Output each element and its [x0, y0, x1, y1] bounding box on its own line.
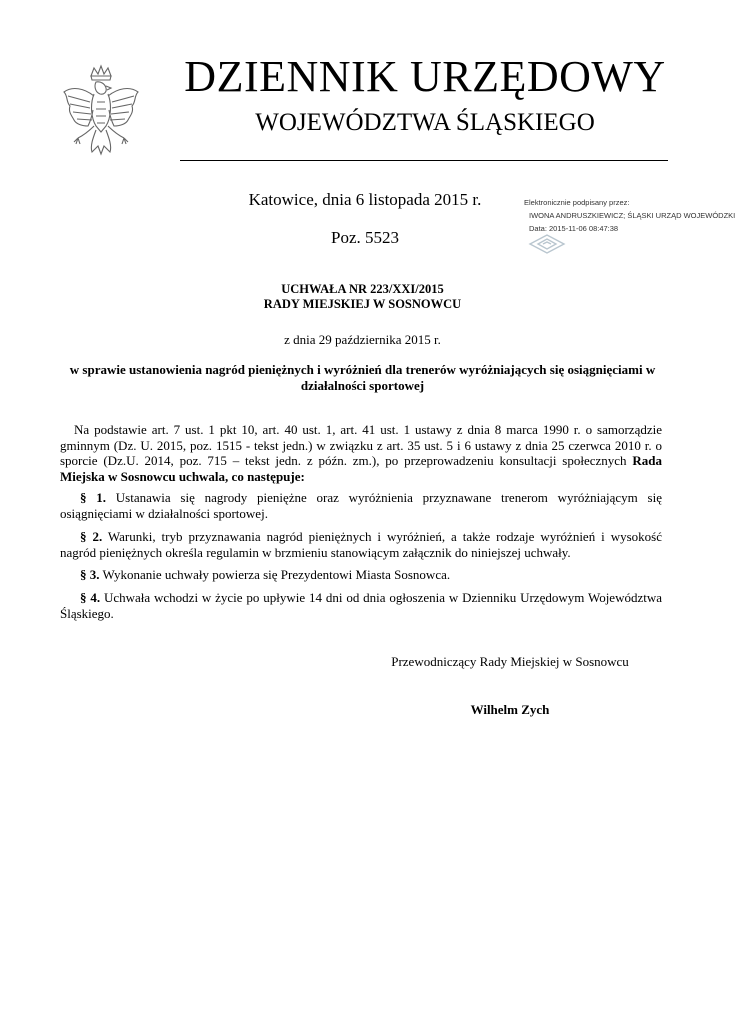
paragraph-mark: § 3. — [80, 567, 100, 582]
paragraph-text: Wykonanie uchwały powierza się Prezydentowi Miasta Sosnowca. — [99, 567, 451, 582]
paragraph-mark: § 4. — [80, 590, 101, 605]
signatory-name: Wilhelm Zych — [470, 702, 550, 717]
masthead-divider — [180, 160, 668, 161]
signature-signer: IWONA ANDRUSZKIEWICZ; ŚLĄSKI URZĄD WOJEWÓDZKI — [529, 211, 735, 220]
signature-check-icon — [528, 232, 566, 256]
paragraph-2 — [60, 529, 662, 560]
act-heading — [80, 282, 645, 312]
paragraph-4 — [60, 590, 662, 621]
legal-basis-resolution: Rada Miejska w Sosnowcu uchwala, co następuje: — [60, 453, 662, 484]
paragraph-text: Ustanawia się nagrody pieniężne oraz wyróżnienia przyznawane trenerom wyróżniającym się osiągnięciami w działalności sportowej. — [60, 490, 662, 521]
paragraph-mark: § 1. — [80, 490, 107, 505]
paragraph-text: Warunki, tryb przyznawania nagród pieniężnych i wyróżnień, a także rodzaje wyróżnień i wysokość nagród pieniężnych określa regulamin w brzmieniu stanowiącym załącznik do niniejszej uchwały. — [60, 529, 662, 560]
signatory-role: Przewodniczący Rady Miejskiej w Sosnowcu — [391, 654, 629, 669]
journal-title: DZIENNIK URZĘDOWY — [184, 52, 666, 101]
act-date: z dnia 29 października 2015 r. — [284, 332, 441, 347]
position-number: Poz. 5523 — [331, 228, 399, 247]
act-number: UCHWAŁA NR 223/XXI/2015 — [281, 282, 444, 296]
paragraph-mark: § 2. — [80, 529, 103, 544]
act-issuer: RADY MIEJSKIEJ W SOSNOWCU — [263, 297, 462, 311]
place-date: Katowice, dnia 6 listopada 2015 r. — [248, 190, 482, 209]
paragraph-text: Uchwała wchodzi w życie po upływie 14 dni od dnia ogłoszenia w Dzienniku Urzędowym Województwa Śląskiego. — [60, 590, 663, 621]
act-subject: w sprawie ustanowienia nagród pieniężnych i wyróżnień dla trenerów wyróżniających się osiągnięciami w działalności sportowej — [69, 362, 656, 393]
electronic-signature-box — [524, 196, 735, 235]
paragraph-3 — [60, 567, 662, 583]
legal-basis-paragraph — [60, 422, 662, 484]
legal-basis-text: Na podstawie art. 7 ust. 1 pkt 10, art. 40 ust. 1, art. 41 ust. 1 ustawy z dnia 8 marca 1990 r. o samorządzie gminnym (Dz. U. 2015, poz. 1515 - tekst jedn.) w związku z art. 35 ust. 5 i 6 ustawy z dnia 25 czerwca 2010 r. o sporcie (Dz.U. 2014, poz. 715 – tekst jedn. z późn. zm.), po przeprowadzeniu konsultacji społecznych — [60, 422, 662, 469]
signature-date: Data: 2015-11-06 08:47:38 — [529, 224, 619, 233]
journal-subtitle: WOJEWÓDZTWA ŚLĄSKIEGO — [255, 109, 595, 136]
paragraph-1 — [60, 490, 662, 521]
signature-label: Elektronicznie podpisany przez: — [524, 198, 630, 207]
polish-eagle-emblem-icon — [60, 62, 142, 162]
